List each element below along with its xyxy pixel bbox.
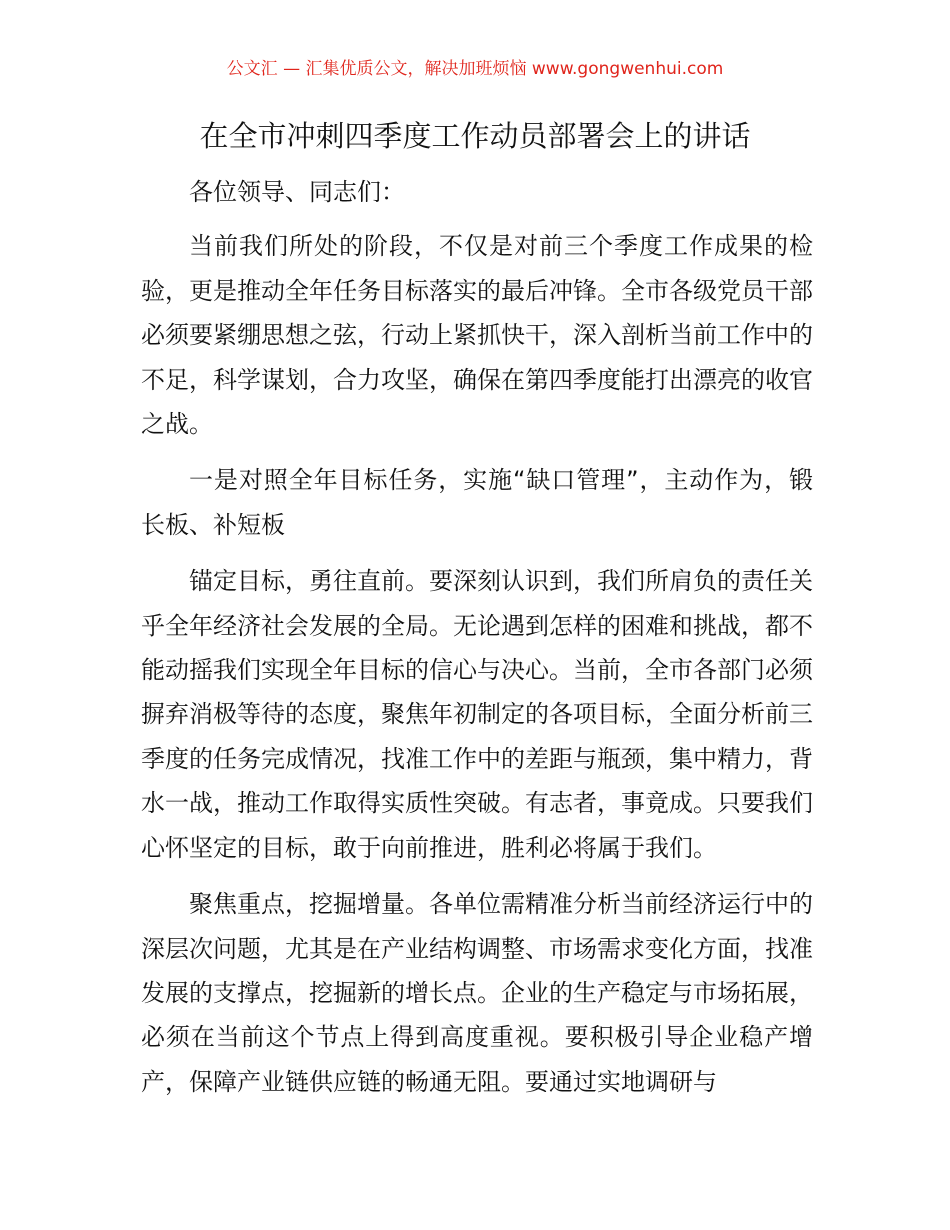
salutation: 各位领导、同志们： [189, 178, 405, 206]
document-title: 在全市冲刺四季度工作动员部署会上的讲话 [199, 119, 751, 153]
site-header-banner: 公文汇 — 汇集优质公文，解决加班烦恼 www.gongwenhui.com [226, 59, 724, 79]
paragraph-intro: 当前我们所处的阶段，不仅是对前三个季度工作成果的检验，更是推动全年任务目标落实的最后冲锋。全市各级党员干部必须要紧绷思想之弦，行动上紧抓快干，深入剖析当前工作中的不足，科学谋划，合力攻坚，确保在第四季度能打出漂亮的收官之战。 [141, 232, 813, 439]
section-heading-one: 一是对照全年目标任务，实施“缺口管理”，主动作为，锻长板、补短板 [141, 466, 813, 539]
document-body [141, 170, 813, 1116]
paragraph-target: 锚定目标，勇往直前。要深刻认识到，我们所肩负的责任关乎全年经济社会发展的全局。无论遇到怎样的困难和挑战，都不能动摇我们实现全年目标的信心与决心。当前，全市各部门必须摒弃消极等待的态度，聚焦年初制定的各项目标，全面分析前三季度的任务完成情况，找准工作中的差距与瓶颈，集中精力，背水一战，推动工作取得实质性突破。有志者，事竟成。只要我们心怀坚定的目标，敢于向前推进，胜利必将属于我们。 [141, 567, 813, 862]
paragraph-focus: 聚焦重点，挖掘增量。各单位需精准分析当前经济运行中的深层次问题，尤其是在产业结构调整、市场需求变化方面，找准发展的支撑点，挖掘新的增长点。企业的生产稳定与市场拓展，必须在当前这个节点上得到高度重视。要积极引导企业稳产增产，保障产业链供应链的畅通无阻。要通过实地调研与 [141, 890, 813, 1096]
